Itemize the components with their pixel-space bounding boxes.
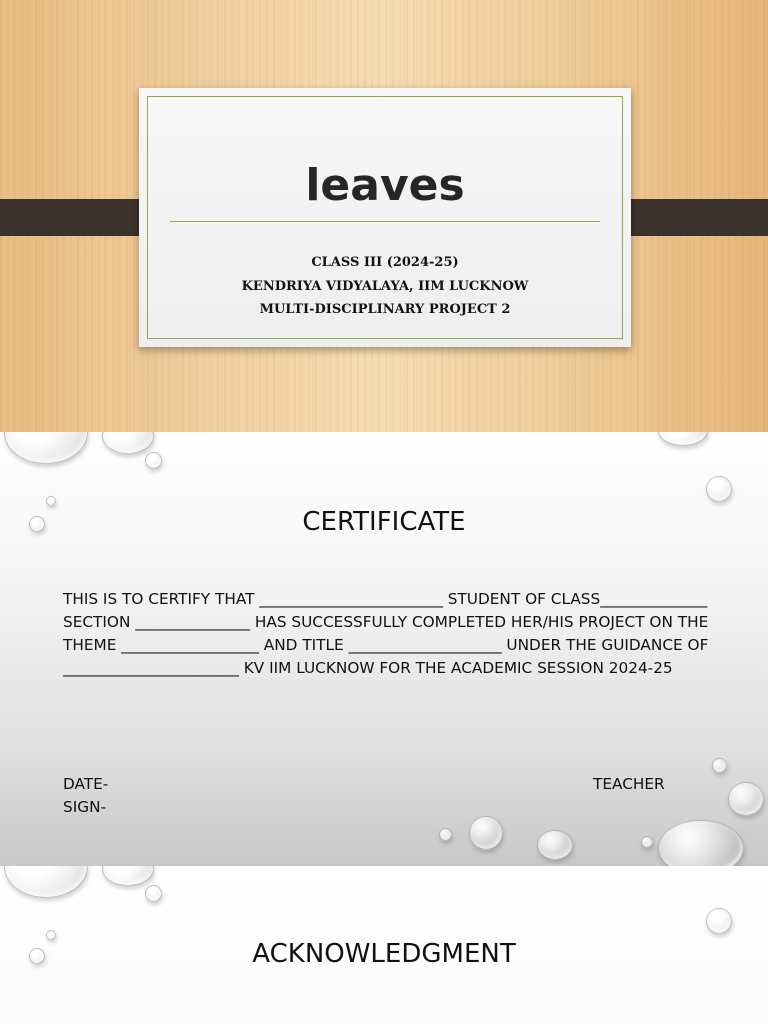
subtitle-line-class: CLASS III (2024-25) (311, 255, 459, 270)
water-drop-decoration (4, 866, 88, 898)
title-slide (0, 0, 768, 432)
acknowledgment-slide (0, 866, 768, 1024)
right-decorative-band (613, 199, 768, 236)
water-drop-decoration (102, 866, 154, 886)
water-drop-decoration (145, 885, 162, 902)
slide-subtitle (139, 251, 631, 322)
left-decorative-band (0, 199, 156, 236)
water-drop-decoration (439, 828, 452, 841)
date-label: DATE- (63, 775, 109, 793)
certificate-body-text: THIS IS TO CERTIFY THAT ________________________ STUDENT OF CLASS______________ SECTION _______________ HAS SUCCESSFULLY COMPLETED HER/HIS PROJECT ON THE THEME __________________ AND TITLE ____________________ UNDER THE GUIDANCE OF _______________________ KV IIM LUCKNOW FOR THE ACADEMIC SESSION 2024-25 (63, 590, 709, 677)
title-divider (170, 221, 600, 222)
water-drop-decoration (145, 452, 162, 469)
subtitle-line-project: MULTI-DISCIPLINARY PROJECT 2 (259, 302, 511, 317)
water-drop-decoration (4, 432, 88, 464)
water-drop-decoration (712, 758, 727, 773)
water-drop-decoration (102, 432, 154, 454)
certificate-heading: CERTIFICATE (302, 507, 466, 537)
water-drop-decoration (537, 830, 573, 860)
water-drop-decoration (728, 782, 764, 816)
subtitle-line-school: KENDRIYA VIDYALAYA, IIM LUCKNOW (241, 278, 529, 294)
certificate-slide (0, 432, 768, 866)
sign-label: SIGN- (63, 798, 107, 816)
teacher-label: TEACHER (593, 775, 665, 793)
water-drop-decoration (706, 908, 732, 934)
water-drop-decoration (706, 476, 732, 502)
slide-title: leaves (305, 160, 465, 211)
water-drop-decoration (641, 836, 653, 848)
acknowledgment-heading: ACKNOWLEDGMENT (252, 939, 516, 969)
water-drop-decoration (469, 816, 503, 850)
water-drop-decoration (658, 820, 744, 866)
water-drop-decoration (658, 432, 708, 446)
